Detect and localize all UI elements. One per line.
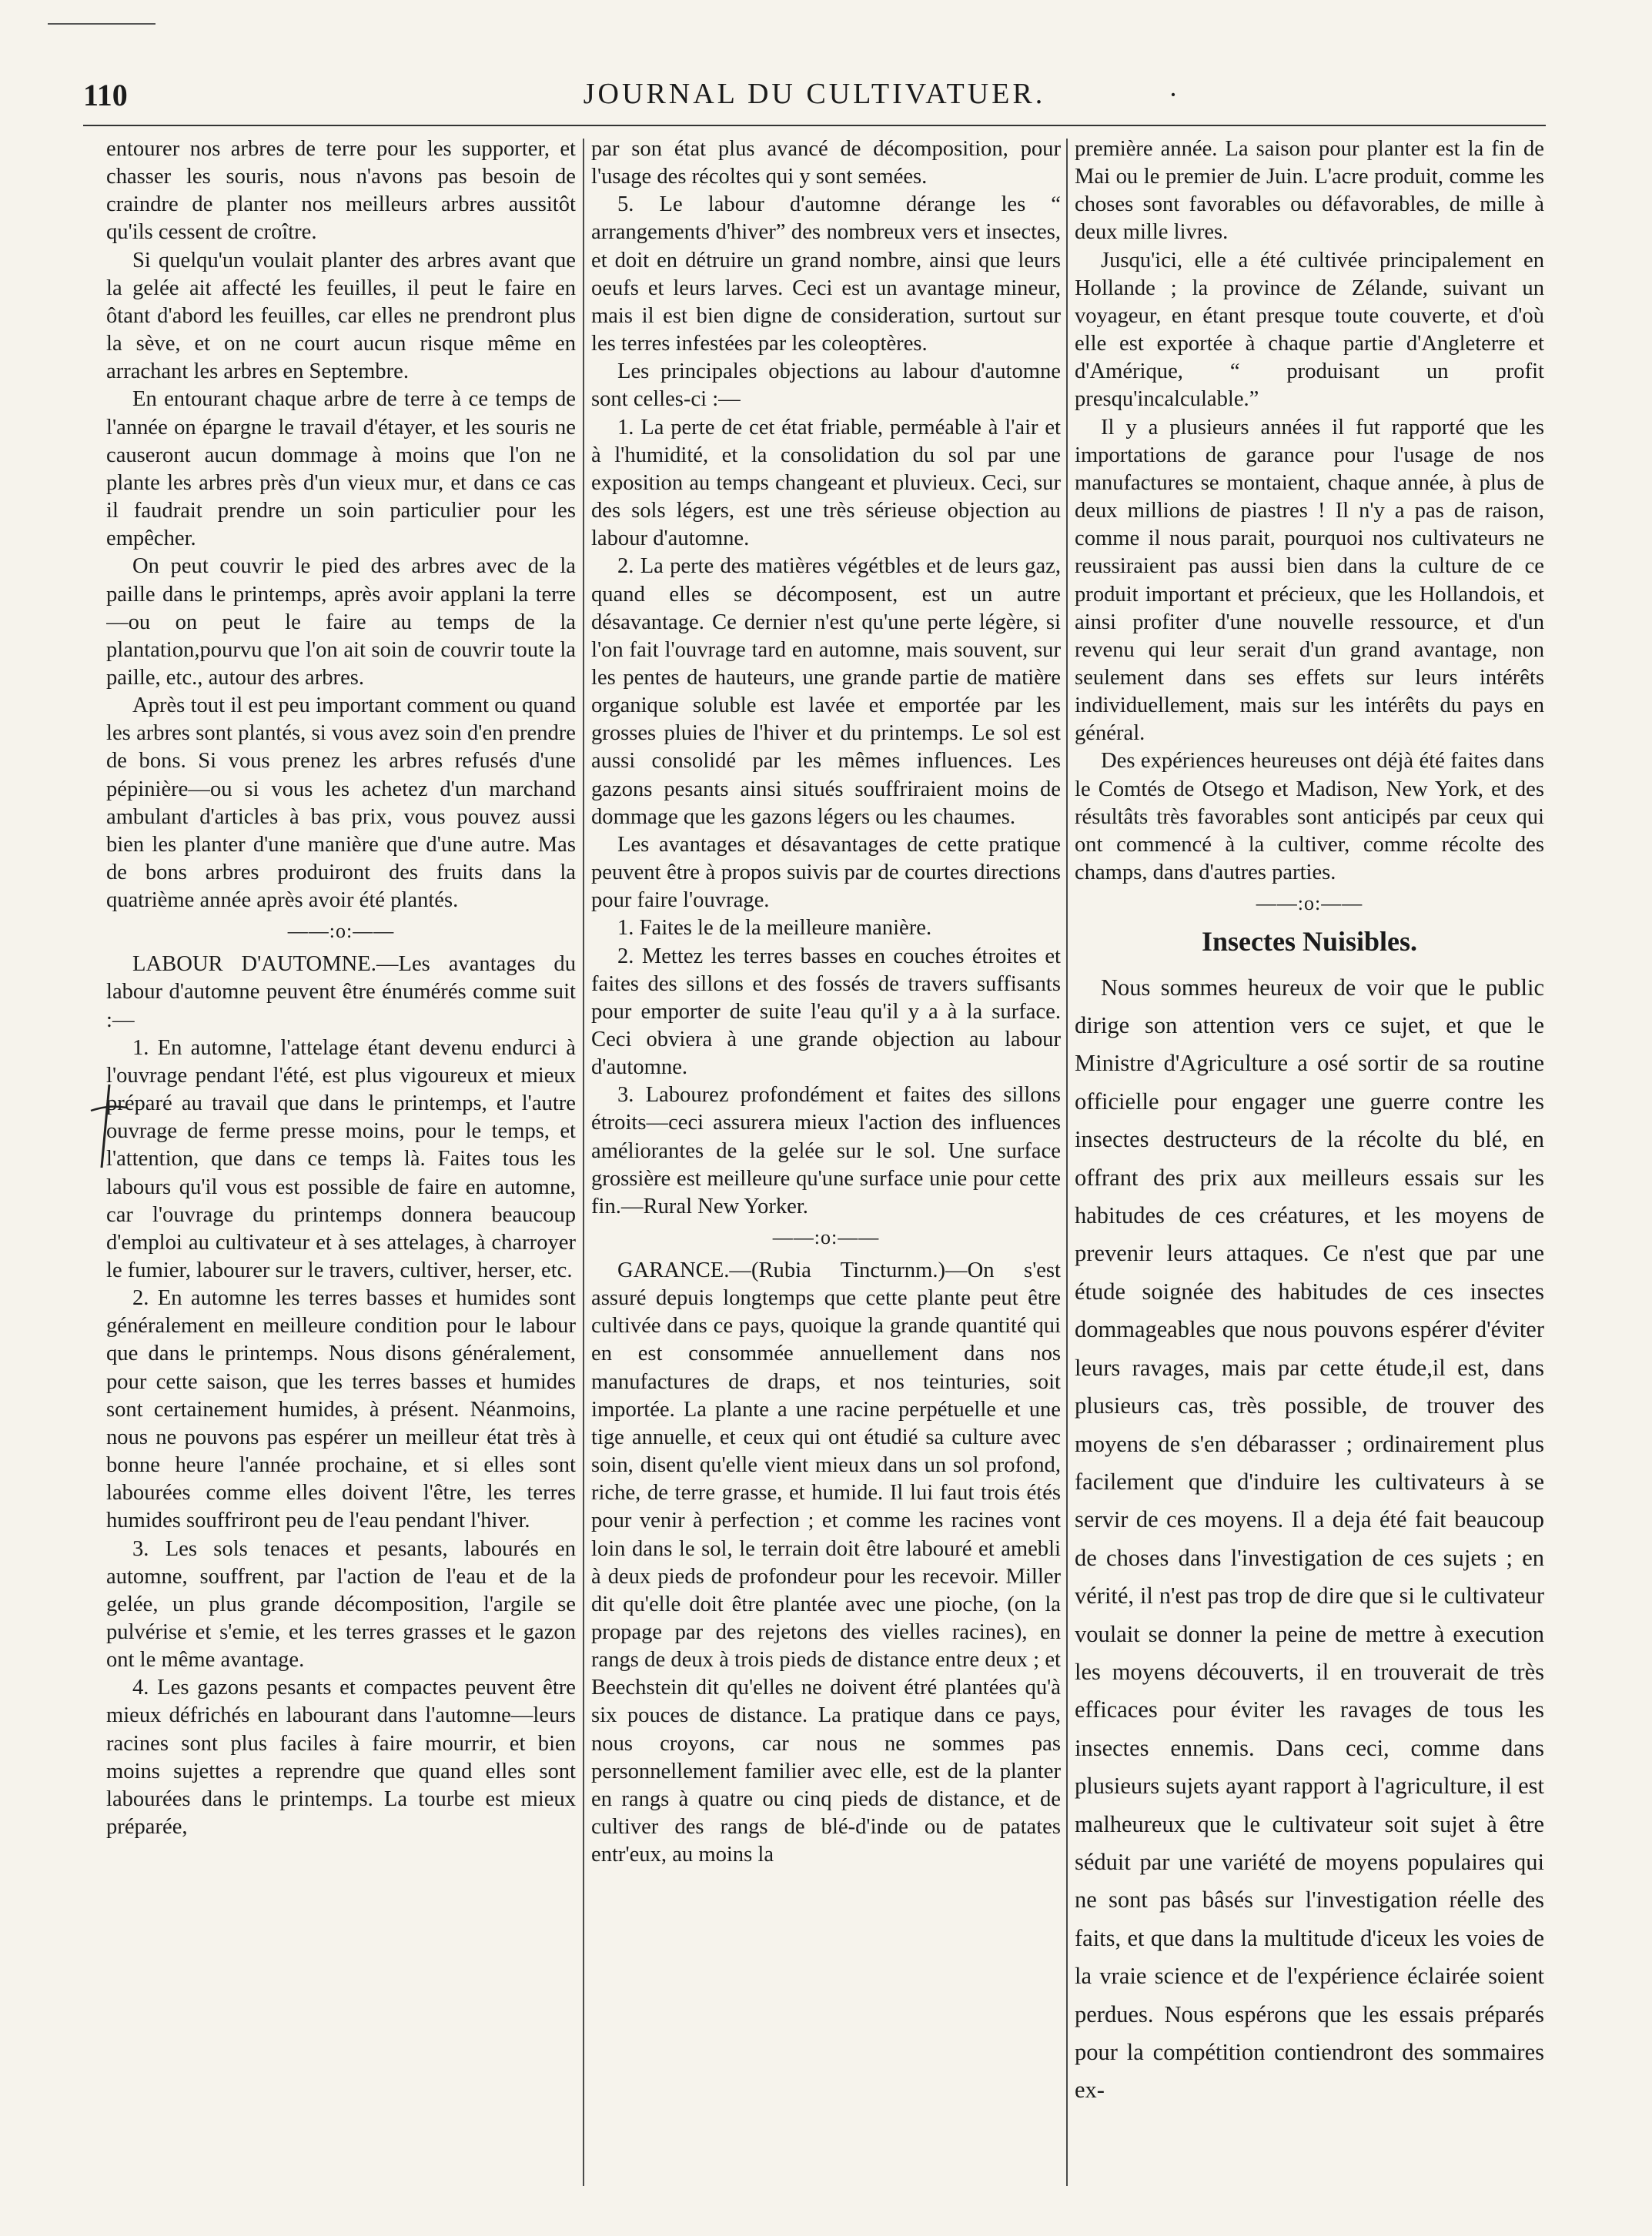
article-paragraph: Si quelqu'un voulait planter des arbres avant que la gelée ait affecté les feuilles, il peut le faire en ôtant d'abord les feuilles, car elles ne prendront plus la sève, et on ne court aucun risque même en arrachant les arbres en Septembre. — [106, 248, 576, 384]
article-paragraph: Il y a plusieurs années il fut rapporté que les importations de garance pour l'usage de nos manufactures se montaient, chaque année, à plus de deux millions de piastres ! Il n'y a pas de raison, comme il nous parait, pourquoi nos cultivateurs ne reussiraient pas aussi bien dans la culture de ce produit important et précieux, que les Hollandois, et ainsi profiter d'une nouvelle ressource, et d'un revenu qui leur serait d'un grand avantage, non seulement dans ses effets sur leurs intérêts individuellement, mais sur les intérêts du pays en général. — [1075, 415, 1544, 746]
top-corner-rule — [48, 23, 156, 25]
column-divider-2 — [1066, 139, 1068, 2186]
article-paragraph: On peut couvrir le pied des arbres avec de la paille dans le printemps, après avoir applani la terre—ou on peut le faire au temps de la plantation,pourvu que l'on ait soin de couvrir toute la paille, etc., autour des arbres. — [106, 554, 576, 690]
article-paragraph: 4. Les gazons pesants et compactes peuvent être mieux défrichés en labourant dans l'automne—leurs racines sont plus faciles à faire mourrir, et bien moins sujettes a reprendre que quand elles sont labourées dans le printemps. La tourbe est mieux préparée, — [106, 1676, 576, 1840]
column-3 — [1075, 135, 1544, 2214]
handwritten-margin-mark — [86, 1081, 132, 1174]
section-separator: ——:o:—— — [772, 1226, 880, 1249]
article-paragraph: Des expériences heureuses ont déjà été faites dans le Comtés de Otsego et Madison, New York, et des résultâts très favorables sont anticipés par ceux qui ont commencé à la cultiver, comme récolte des champs, dans d'autres parties. — [1075, 749, 1544, 885]
article-paragraph: GARANCE.—(Rubia Tincturnm.)—On s'est assuré depuis longtemps que cette plante peut être cultivée dans ce pays, quoique la grande quantité qui en est consommée annuellement dans nos manufactures de draps, et nos teinturies, soit importée. La plante a une racine perpétuelle et une tige annuelle, et ceux qui ont étudié sa culture avec soin, disent qu'elle vient mieux dans un sol profond, riche, de terre grasse, et humide. Il lui faut trois étés pour venir à perfection ; et comme les racines vont loin dans le sol, le terrain doit être labouré et amebli à deux pieds de profondeur pour les recevoir. Miller dit qu'elle doit être plantée avec une pioche, (on la propage par des rejetons des vielles racines), en rangs de deux à trois pieds de distance entre deux ; et Beechstein dit qu'elles ne doivent étré plantées qu'à six pouces de distance. La pratique dans ce pays, nous croyons, car nous ne sommes pas personnellement familier avec elle, est de la planter en rangs à quatre ou cinq pieds de distance, et de cultiver des rangs de blé-d'inde ou de patates entr'eux, au moins la — [591, 1258, 1061, 1867]
article-paragraph: Après tout il est peu important comment ou quand les arbres sont plantés, si vous avez soin d'en prendre de bons. Si vous prenez les arbres refusés d'une pépinière—ou si vous les achetez d'un marchand ambulant d'articles à bas prix, vous pouvez aussi bien les planter d'une manière que d'une autre. Mas de bons arbres produiront des fruits dans la quatrième année après avoir été plantés. — [106, 694, 576, 913]
article-paragraph: 1. La perte de cet état friable, perméable à l'air et à l'humidité, et la consolidation du sol par une exposition au temps changeant et pluvieux. Ceci, sur des sols légers, est une très sérieuse objection au labour d'automne. — [591, 415, 1061, 551]
article-paragraph: LABOUR D'AUTOMNE.—Les avantages du labour d'automne peuvent être énumérés comme suit :— — [106, 952, 576, 1032]
article-paragraph: 2. La perte des matières végétbles et de leurs gaz, quand elles se décomposent, est un autre désavantage. Ce dernier n'est qu'une perte légère, si l'on fait l'ouvrage tard en automne, mais souvent, sur les pentes de hauteurs, une grande partie de matière organique soluble est lavée et emportée par les grosses pluies de l'hiver et du printemps. Le sol est aussi consolidé par les mêmes influences. Les gazons pesants ainsi situés souffriraient moins de dommage que les gazons légers ou les chaumes. — [591, 554, 1061, 829]
article-paragraph: Les avantages et désavantages de cette pratique peuvent être à propos suivis par de courtes directions pour faire l'ouvrage. — [591, 832, 1061, 913]
section-separator: ——:o:—— — [287, 920, 395, 943]
article-paragraph: Jusqu'ici, elle a été cultivée principalement en Hollande ; la province de Zélande, suivant un voyageur, en étant presque toute couverte, et d'où elle est exportée à chaque partie d'Angleterre et d'Amérique, “ produisant un profit presqu'incalculable.” — [1075, 248, 1544, 412]
column-1 — [106, 135, 576, 2214]
article-paragraph: 3. Labourez profondément et faites des sillons étroits—ceci assurera mieux l'action des influences améliorantes de la gelée sur le sol. Une surface grossière est meilleure qu'une surface unie pour cette fin.—Rural New Yorker. — [591, 1083, 1061, 1218]
ornament-dot: · — [1169, 79, 1178, 110]
header-rule — [83, 125, 1546, 126]
article-paragraph: 1. Faites le de la meilleure manière. — [617, 916, 932, 941]
article-paragraph: Nous sommes heureux de voir que le public dirige son attention vers ce sujet, et que le Ministre d'Agriculture a osé sortir de sa routine officielle pour engager une guerre contre les insectes destructeurs de la récolte du blé, en offrant des prix aux meilleurs essais sur les habitudes de ces créatures, et les moyens de prevenir leurs attaques. Ce n'est que par une étude soignée des habitudes de ces insectes dommageables que nous pouvons espérer d'éviter leurs ravages, mais par cette étude,il est, dans plusieurs cas, très possible, de trouver des moyens de s'en débarasser ; ordinairement plus facilement que d'induire les cultivateurs à se servir de ces moyens. Il a deja été fait beaucoup de choses dans l'investigation de ces sujets ; en vérité, il n'est pas trop de dire que si le cultivateur voulait se donner la peine de mettre à execution les moyens découverts, il en trouverait de très efficaces pour éviter les ravages de tous les insectes ennemis. Dans ceci, comme dans plusieurs sujets ayant rapport à l'agriculture, il est malheureux que le cultivateur soit sujet à être séduit par une variété de moyens populaires qui ne sont pas bâsés sur l'investigation réelle des faits, et que dans la multitude d'iceux les voies de la vraie science et de l'expérience éclairée soient perdues. Nous espérons que les essais préparés pour la compétition contiendront des sommaires ex- — [1075, 974, 1544, 2104]
article-paragraph: entourer nos arbres de terre pour les supporter, et chasser les souris, nous n'avons pas besoin de craindre de planter nos meilleurs arbres aussitôt qu'ils cessent de croître. — [106, 137, 576, 245]
page-number: 110 — [83, 78, 128, 112]
column-2 — [591, 135, 1061, 2214]
article-paragraph: 2. Mettez les terres basses en couches étroites et faites des sillons et des fossés de travers suffisants pour emporter de suite l'eau qu'il y a à la surface. Ceci obviera à une grande objection au labour d'automne. — [591, 944, 1061, 1080]
article-paragraph: 1. En automne, l'attelage étant devenu endurci à l'ouvrage pendant l'été, est plus vigoureux et mieux préparé au travail que dans le printemps, et l'autre ouvrage de ferme presse moins, pour le temps, et l'attention, que dans ce temps là. Faites tous les labours qu'il vous est possible de faire en automne, car l'ouvrage du printemps donnera beaucoup d'emploi au cultivateur et à ses attelages, à charroyer le fumier, labourer sur le travers, cultiver, herser, etc. — [106, 1035, 576, 1282]
article-paragraph: En entourant chaque arbre de terre à ce temps de l'année on épargne le travail d'étayer, et les souris ne causeront aucun dommage à moins que l'on ne plante les arbres près d'un vieux mur, et dans ce cas il faudrait prendre un soin particulier pour les empêcher. — [106, 387, 576, 551]
article-paragraph: par son état plus avancé de décomposition, pour l'usage des récoltes qui y sont semées. — [591, 137, 1061, 189]
article-paragraph: 2. En automne les terres basses et humides sont généralement en meilleure condition pour le labour que dans le printemps. Nous disons généralement, pour cette saison, que les terres basses et humides sont certainement humides, à présent. Néanmoins, nous ne pouvons pas espérer un meilleur état très à bonne heure l'année prochaine, et si elles sont labourées comme elles doivent l'être, les terres humides souffriront peu de l'eau pendant l'hiver. — [106, 1286, 576, 1533]
article-paragraph: 5. Le labour d'automne dérange les “ arrangements d'hiver” des nombreux vers et insectes, et doit en détruire un grand nombre, ainsi que leurs oeufs et leurs larves. Ceci est un avantage mineur, mais il est bien digne de consideration, surtout sur les terres infestées par les coleoptères. — [591, 192, 1061, 356]
page-header — [83, 74, 1546, 120]
section-heading: Insectes Nuisibles. — [1201, 926, 1418, 958]
article-paragraph: 3. Les sols tenaces et pesants, labourés en automne, souffrent, par l'action de l'eau et de la gelée, un plus grande décomposition, l'argile se pulvérise et s'emie, et les terres grasses et le gazon ont le même avantage. — [106, 1536, 576, 1673]
article-paragraph: Les principales objections au labour d'automne sont celles-ci :— — [591, 359, 1061, 412]
column-divider-1 — [583, 139, 584, 2186]
running-title: JOURNAL DU CULTIVATUER. — [583, 78, 1046, 110]
section-separator: ——:o:—— — [1256, 892, 1363, 915]
article-paragraph: première année. La saison pour planter est la fin de Mai ou le premier de Juin. L'acre produit, comme les choses sont favorables ou défavorables, de mille à deux mille livres. — [1075, 137, 1544, 245]
